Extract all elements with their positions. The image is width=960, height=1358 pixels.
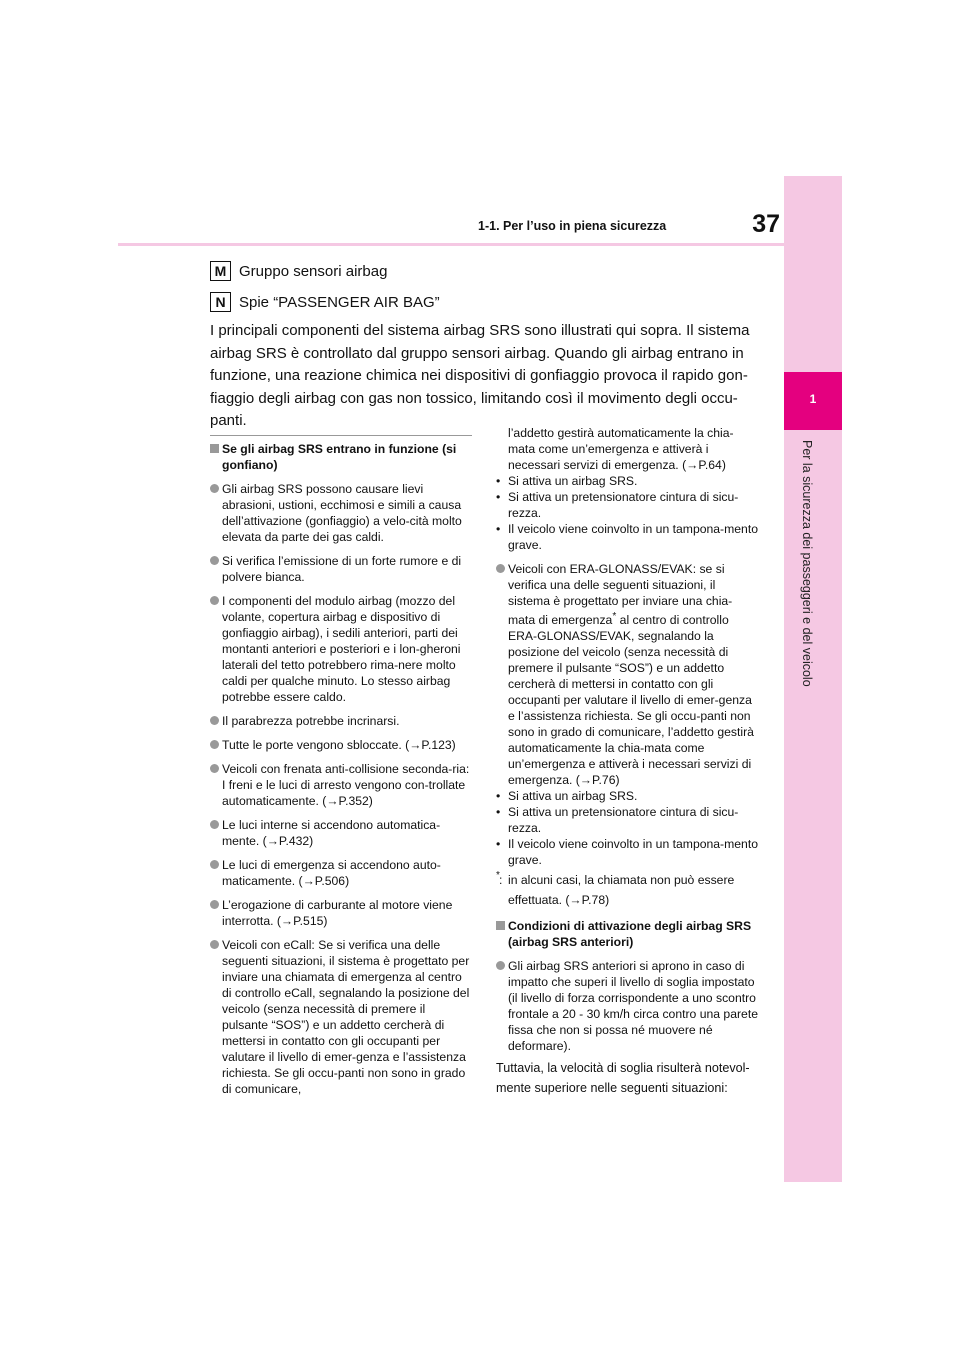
sub-list-item: • Il veicolo viene coinvolto in un tampona-mento grave. <box>496 836 758 868</box>
sub-list-item: • Si attiva un pretensionatore cintura di sicu-rezza. <box>496 489 758 521</box>
list-item: I componenti del modulo airbag (mozzo del volante, copertura airbag e dispositivo di gonfiaggio airbag), i sedili anteriori, parti dei montanti anteriori e posteriori e i lon-gheroni laterali del tetto potrebbero rima-nere molto caldi per qualche minuto. Lo stesso airbag potrebbe essere caldo. <box>210 593 472 705</box>
list-item: Gli airbag SRS possono causare lievi abrasioni, ustioni, ecchimosi e simili a causa dell’attivazione (gonfiaggio) a velo-cità molto elevata da parte dei gas caldi. <box>210 481 472 545</box>
list-item: Il parabrezza potrebbe incrinarsi. <box>210 713 472 729</box>
list-item: Tutte le porte vengono sbloccate. (→P.123) <box>210 737 472 753</box>
footnote <box>496 870 758 910</box>
list-item: L’erogazione di carburante al motore viene interrotta. (→P.515) <box>210 897 472 929</box>
intro-paragraph <box>210 320 750 433</box>
legend-label: Gruppo sensori airbag <box>239 262 388 280</box>
spacer <box>496 553 758 561</box>
section-heading: Se gli airbag SRS entrano in funzione (si gonfiano) <box>210 441 472 473</box>
sub-list-item: • Il veicolo viene coinvolto in un tampona-mento grave. <box>496 521 758 553</box>
section-heading: Condizioni di attivazione degli airbag SRS (airbag SRS anteriori) <box>496 918 758 950</box>
footnote-marker: * <box>612 611 617 622</box>
right-column <box>496 425 758 1104</box>
sub-list-item: • Si attiva un airbag SRS. <box>496 473 758 489</box>
continued-text: l’addetto gestirà automaticamente la chia-mata come un’emergenza e attiverà i necessari servizi di emergenza. (→P.64) <box>508 426 734 472</box>
sub-list-item: • Si attiva un airbag SRS. <box>496 788 758 804</box>
spacer <box>496 910 758 918</box>
chapter-title: Per la sicurezza dei passeggeri e del veicolo <box>800 440 814 687</box>
list-item: Veicoli con eCall: Se si verifica una delle seguenti situazioni, il sistema è progettato per inviare una chiamata di emergenza al centro di controllo eCall, segnalando la posizione del veicolo (senza necessità di premere il pulsante “SOS”) e un addetto cercherà di mettersi in contatto con gli occupanti per valutare il livello di emer-genza e l’assistenza richiesta. Se gli occu-panti non sono in grado di comunicare, <box>210 937 472 1097</box>
list-item: Gli airbag SRS anteriori si aprono in caso di impatto che superi il livello di soglia impostato (il livello di forza corrispondente a uno scontro frontale a 20 - 30 km/h circa contro una parete fissa che non si possa né muovere né deformare). <box>496 958 758 1054</box>
era-text-end: al centro di controllo ERA-GLONASS/EVAK, segnalando la posizione del veicolo (senza necessità di premere il pulsante “SOS”) e un addetto cercherà di mettersi in contatto con gli occupanti per valutare il livello di emer-genza e l’assistenza richiesta. Se gli occu-panti non sono in grado di comunicare, l’addetto gestirà automaticamente la chia-mata come un’emergenza e attiverà i necessari servizi di emergenza. (→P.76) <box>508 613 754 788</box>
legend-label: Spie “PASSENGER AIR BAG” <box>239 293 440 311</box>
footnote-star: * <box>496 870 500 882</box>
section-separator <box>210 435 472 436</box>
chapter-number: 1 <box>809 392 817 406</box>
footnote-colon: : <box>499 873 503 888</box>
left-column <box>210 435 472 1105</box>
header-divider <box>118 243 784 246</box>
list-item-era-glonass <box>496 561 758 788</box>
legend-item-m <box>210 261 387 281</box>
era-text-start: Veicoli con ERA-GLONASS/EVAK: se si verifica una delle seguenti situazioni, il sistema è progettato per inviare una chia-mata di emergenza <box>508 562 733 628</box>
legend-key: M <box>210 261 231 281</box>
list-item: Si verifica l’emissione di un forte rumore e di polvere bianca. <box>210 553 472 585</box>
list-item: Le luci interne si accendono automatica-mente. (→P.432) <box>210 817 472 849</box>
closing-paragraph: Tuttavia, la velocità di soglia risulterà notevol-mente superiore nelle seguenti situazioni: <box>496 1061 750 1096</box>
legend-key: N <box>210 292 231 312</box>
legend-item-n <box>210 292 440 312</box>
list-item: Le luci di emergenza si accendono auto-maticamente. (→P.506) <box>210 857 472 889</box>
footnote-text: in alcuni casi, la chiamata non può essere effettuata. (→P.78) <box>508 873 735 908</box>
intro-text: I principali componenti del sistema airbag SRS sono illustrati qui sopra. Il sistema airbag SRS è controllato dal gruppo sensori airbag. Quando gli airbag entrano in funzione, una reazione chimica nei dispositivi di gonfiaggio provoca il rapido gon-fiaggio degli airbag con gas non tossico, limitando così il movimento degli occu-panti. <box>210 322 750 429</box>
page-number: 37 <box>752 210 780 238</box>
section-title: 1-1. Per l’uso in piena sicurezza <box>478 219 667 233</box>
list-item: Veicoli con frenata anti-collisione seconda-ria: I freni e le luci di arresto vengono con-trollate automaticamente. (→P.352) <box>210 761 472 809</box>
sub-list-item: • Si attiva un pretensionatore cintura di sicu-rezza. <box>496 804 758 836</box>
